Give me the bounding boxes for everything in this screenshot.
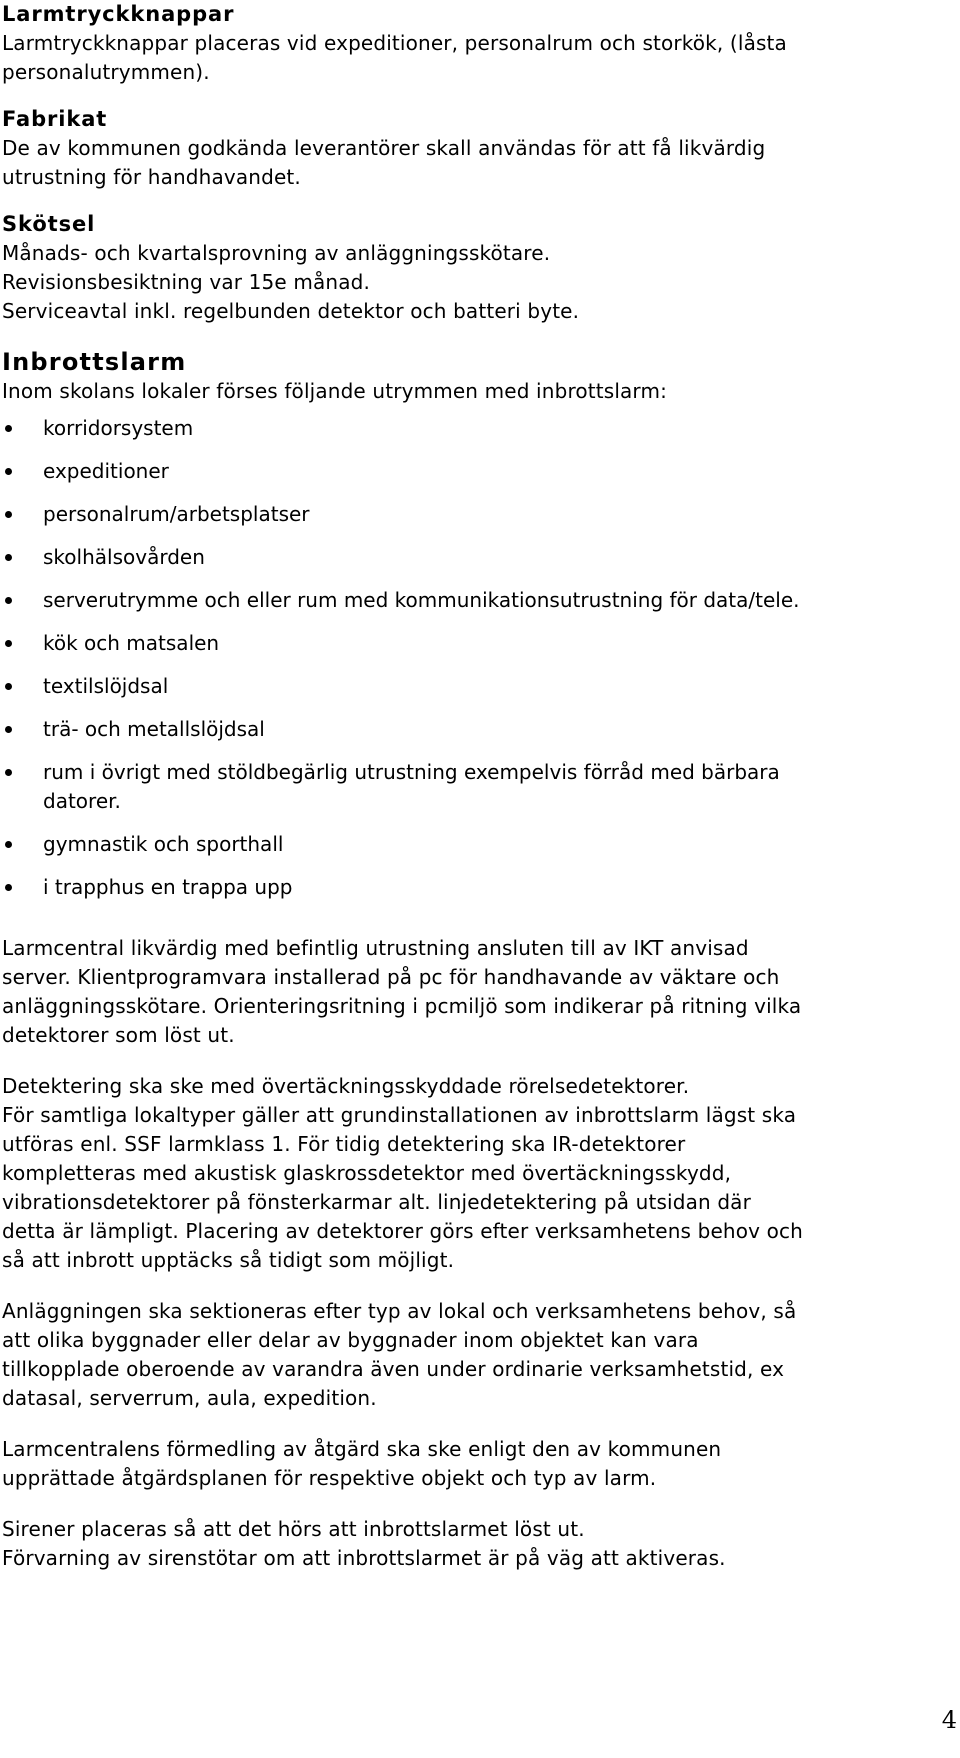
text-line: upprättade åtgärdsplanen för respektive objekt och typ av larm. bbox=[2, 1466, 657, 1490]
text-line: detta är lämpligt. Placering av detektorer görs efter verksamhetens behov och bbox=[2, 1219, 803, 1243]
text-line: utföras enl. SSF larmklass 1. För tidig detektering ska IR-detektorer bbox=[2, 1132, 686, 1156]
list-item: kök och matsalen bbox=[2, 629, 947, 658]
text-line: tillkopplade oberoende av varandra även under ordinarie verksamhetstid, ex bbox=[2, 1357, 785, 1381]
paragraph-detektering bbox=[2, 1072, 947, 1275]
text-line: Detektering ska ske med övertäckningsskyddade rörelsedetektorer. bbox=[2, 1074, 690, 1098]
section-heading-inbrottslarm: Inbrottslarm bbox=[2, 348, 187, 376]
text-line: Förvarning av sirenstötar om att inbrottslarmet är på väg att aktiveras. bbox=[2, 1546, 726, 1570]
bullet-icon bbox=[5, 425, 12, 432]
text-line: datasal, serverrum, aula, expedition. bbox=[2, 1386, 377, 1410]
text-line: Anläggningen ska sektioneras efter typ av lokal och verksamhetens behov, så bbox=[2, 1299, 797, 1323]
text-line: Månads- och kvartalsprovning av anläggningsskötare. bbox=[2, 241, 551, 265]
text-line: Larmtryckknappar placeras vid expeditioner, personalrum och storkök, (låsta bbox=[2, 31, 787, 55]
text-line: detektorer som löst ut. bbox=[2, 1023, 235, 1047]
text-line: Serviceavtal inkl. regelbunden detektor och batteri byte. bbox=[2, 299, 580, 323]
text-line: server. Klientprogramvara installerad på pc för handhavande av väktare och bbox=[2, 965, 780, 989]
list-item: textilslöjdsal bbox=[2, 672, 947, 701]
page-number: 4 bbox=[941, 1706, 957, 1734]
text-line: Revisionsbesiktning var 15e månad. bbox=[2, 270, 370, 294]
text-line: att olika byggnader eller delar av byggnader inom objektet kan vara bbox=[2, 1328, 699, 1352]
list-item: i trapphus en trappa upp bbox=[2, 873, 947, 902]
paragraph-formedling bbox=[2, 1435, 947, 1493]
text-line: För samtliga lokaltyper gäller att grundinstallationen av inbrottslarm lägst ska bbox=[2, 1103, 797, 1127]
list-item: expeditioner bbox=[2, 457, 947, 486]
bullet-icon bbox=[5, 769, 12, 776]
list-item: serverutrymme och eller rum med kommunikationsutrustning för data/tele. bbox=[2, 586, 947, 615]
text-line: anläggningsskötare. Orienteringsritning i pcmiljö som indikerar på ritning vilka bbox=[2, 994, 802, 1018]
list-item: gymnastik och sporthall bbox=[2, 830, 947, 859]
text-line: kompletteras med akustisk glaskrossdetektor med övertäckningsskydd, bbox=[2, 1161, 732, 1185]
section-skotsel bbox=[2, 210, 947, 326]
section-inbrottslarm bbox=[2, 348, 947, 902]
bullet-icon bbox=[5, 726, 12, 733]
bullet-icon bbox=[5, 511, 12, 518]
section-heading-skotsel: Skötsel bbox=[2, 212, 96, 236]
section-heading-fabrikat: Fabrikat bbox=[2, 107, 108, 131]
inbrottslarm-intro: Inom skolans lokaler förses följande utrymmen med inbrottslarm: bbox=[2, 379, 667, 403]
list-item: trä- och metallslöjdsal bbox=[2, 715, 947, 744]
section-heading-larmtryckknappar: Larmtryckknappar bbox=[2, 2, 235, 26]
bullet-icon bbox=[5, 683, 12, 690]
list-item: rum i övrigt med stöldbegärlig utrustning exempelvis förråd med bärbara datorer. bbox=[2, 758, 947, 816]
section-fabrikat bbox=[2, 105, 947, 192]
text-line: Larmcentral likvärdig med befintlig utrustning ansluten till av IKT anvisad bbox=[2, 936, 749, 960]
bullet-icon bbox=[5, 554, 12, 561]
bullet-icon bbox=[5, 597, 12, 604]
list-item: korridorsystem bbox=[2, 414, 947, 443]
section-larmtryckknappar bbox=[2, 0, 947, 87]
list-item: personalrum/arbetsplatser bbox=[2, 500, 947, 529]
text-line: Sirener placeras så att det hörs att inbrottslarmet löst ut. bbox=[2, 1517, 585, 1541]
text-line: Larmcentralens förmedling av åtgärd ska ske enligt den av kommunen bbox=[2, 1437, 722, 1461]
bullet-icon bbox=[5, 884, 12, 891]
inbrottslarm-list bbox=[2, 414, 947, 902]
list-item: skolhälsovården bbox=[2, 543, 947, 572]
text-line: vibrationsdetektorer på fönsterkarmar alt. linjedetektering på utsidan där bbox=[2, 1190, 751, 1214]
text-line: utrustning för handhavandet. bbox=[2, 165, 301, 189]
paragraph-larmcentral bbox=[2, 934, 947, 1050]
bullet-icon bbox=[5, 841, 12, 848]
bullet-icon bbox=[5, 640, 12, 647]
paragraph-sektionering bbox=[2, 1297, 947, 1413]
text-line: personalutrymmen). bbox=[2, 60, 210, 84]
text-line: De av kommunen godkända leverantörer skall användas för att få likvärdig bbox=[2, 136, 766, 160]
bullet-icon bbox=[5, 468, 12, 475]
paragraph-sirener bbox=[2, 1515, 947, 1573]
text-line: så att inbrott upptäcks så tidigt som möjligt. bbox=[2, 1248, 455, 1272]
